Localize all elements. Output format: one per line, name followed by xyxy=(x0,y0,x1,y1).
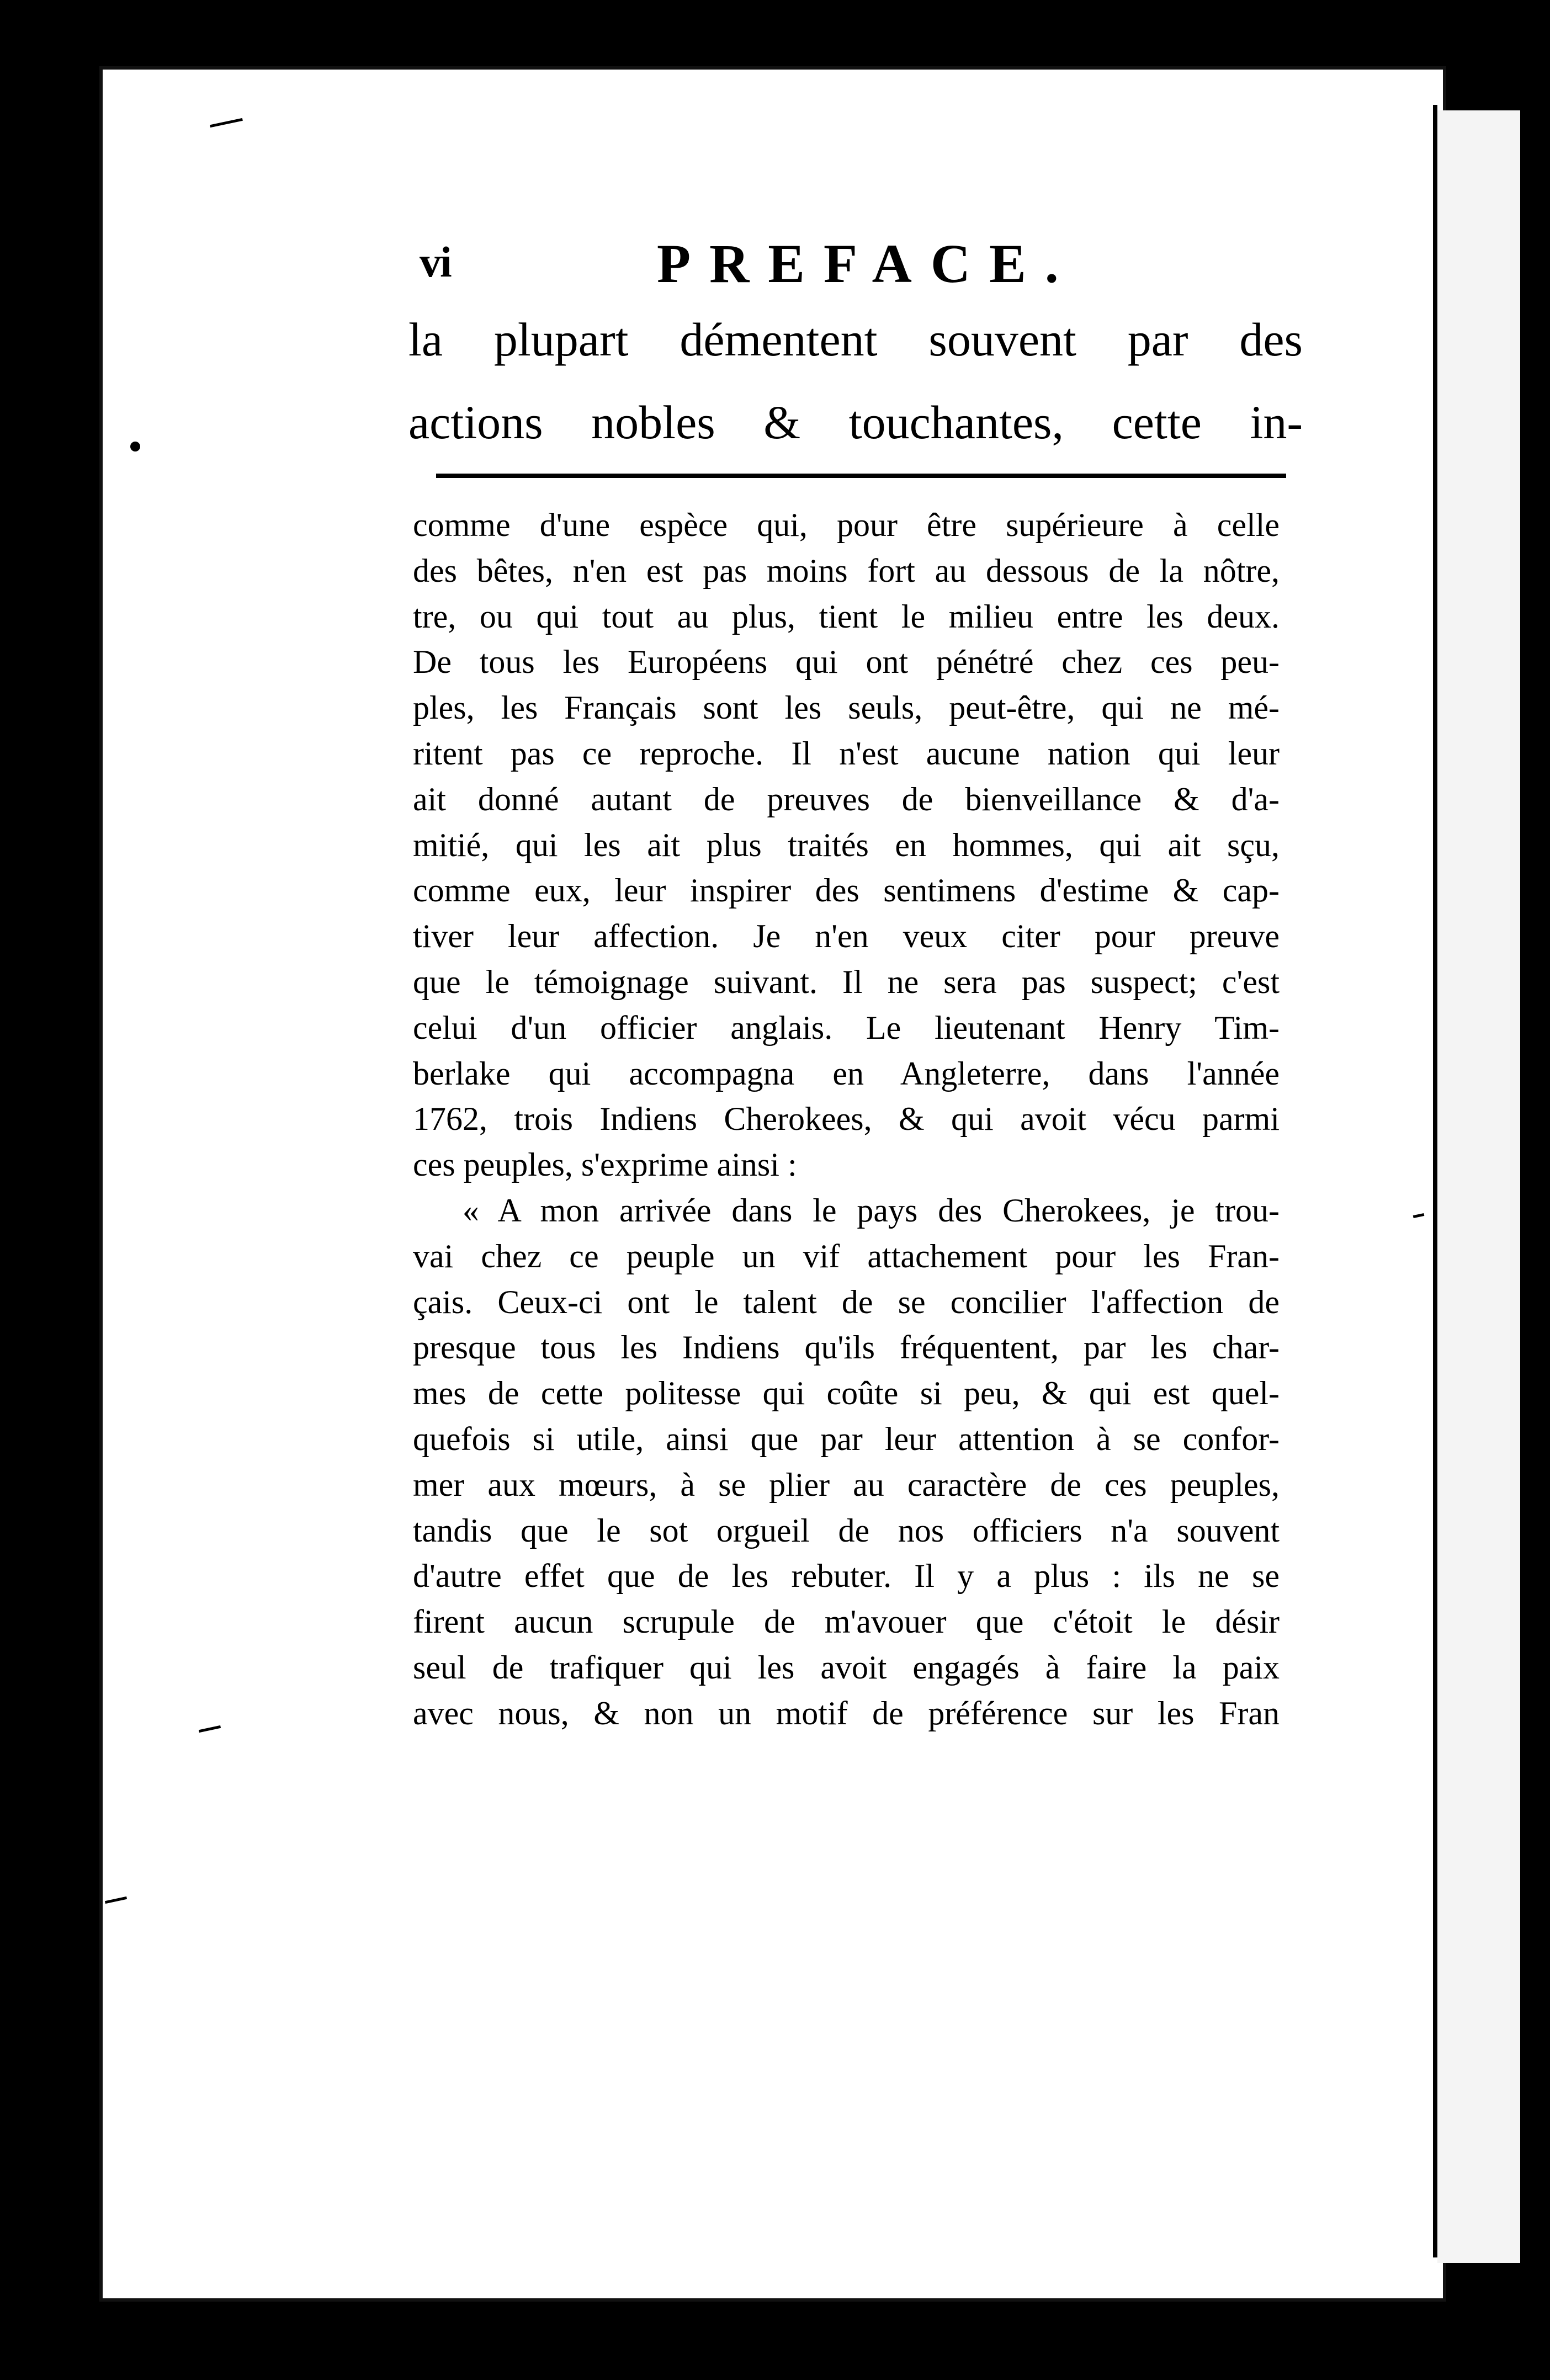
quote-line: çais. Ceux-ci ont le talent de se concilier l'affection de xyxy=(413,1283,1280,1320)
text-line: comme eux, leur inspirer des sentimens d'estime & cap- xyxy=(413,872,1280,909)
page-number: vi xyxy=(420,238,451,286)
carryover-line: actions nobles & touchantes, cette in- xyxy=(408,396,1303,449)
text-line: berlake qui accompagna en Angleterre, dans l'année xyxy=(413,1055,1280,1092)
text-line: De tous les Européens qui ont pénétré chez ces peu- xyxy=(413,644,1280,681)
quote-line: firent aucun scrupule de m'avouer que c'étoit le désir xyxy=(413,1603,1280,1640)
quote-line: tandis que le sot orgueil de nos officiers n'a souvent xyxy=(413,1512,1280,1549)
quote-line: mes de cette politesse qui coûte si peu, & qui est quel- xyxy=(413,1375,1280,1412)
running-header xyxy=(420,226,1303,304)
text-line: tiver leur affection. Je n'en veux citer pour preuve xyxy=(413,918,1280,955)
text-line: des bêtes, n'en est pas moins fort au dessous de la nôtre, xyxy=(413,552,1280,589)
quote-line: « A mon arrivée dans le pays des Cherokees, je trou- xyxy=(463,1192,1280,1229)
text-line: 1762, trois Indiens Cherokees, & qui avoit vécu parmi xyxy=(413,1101,1280,1138)
quote-line: mer aux mœurs, à se plier au caractère de ces peuples, xyxy=(413,1466,1280,1503)
text-line: mitié, qui les ait plus traités en hommes, qui ait sçu, xyxy=(413,826,1280,863)
text-line: comme d'une espèce qui, pour être supérieure à celle xyxy=(413,507,1280,543)
text-line: tre, ou qui tout au plus, tient le milieu entre les deux. xyxy=(413,598,1280,635)
adjacent-page-strip xyxy=(1437,110,1520,2263)
quote-line: vai chez ce peuple un vif attachement pour les Fran- xyxy=(413,1237,1280,1274)
carryover-text xyxy=(408,298,1303,464)
text-line: ritent pas ce reproche. Il n'est aucune nation qui leur xyxy=(413,735,1280,772)
quote-line: seul de trafiquer qui les avoit engagés à faire la paix xyxy=(413,1649,1280,1686)
carryover-line: la plupart démentent souvent par des xyxy=(408,313,1303,366)
text-line: ples, les Français sont les seuls, peut-être, qui ne mé- xyxy=(413,689,1280,726)
text-line: celui d'un officier anglais. Le lieutenant Henry Tim- xyxy=(413,1009,1280,1046)
quote-line: avec nous, & non un motif de préférence sur les Fran xyxy=(413,1694,1280,1731)
page-edge-shadow xyxy=(1433,105,1437,2257)
separator-rule xyxy=(436,474,1286,478)
quote-line: d'autre effet que de les rebuter. Il y a plus : ils ne se xyxy=(413,1558,1280,1595)
quote-line: quefois si utile, ainsi que par leur attention à se confor- xyxy=(413,1420,1280,1457)
footnote-body xyxy=(413,502,1280,1736)
running-title: PREFACE. xyxy=(657,233,1077,294)
text-line: ait donné autant de preuves de bienveillance & d'a- xyxy=(413,780,1280,817)
text-line: ces peuples, s'exprime ainsi : xyxy=(413,1146,797,1183)
scan-speck xyxy=(130,442,140,451)
quote-line: presque tous les Indiens qu'ils fréquentent, par les char- xyxy=(413,1329,1280,1366)
text-line: que le témoignage suivant. Il ne sera pas suspect; c'est xyxy=(413,963,1280,1000)
